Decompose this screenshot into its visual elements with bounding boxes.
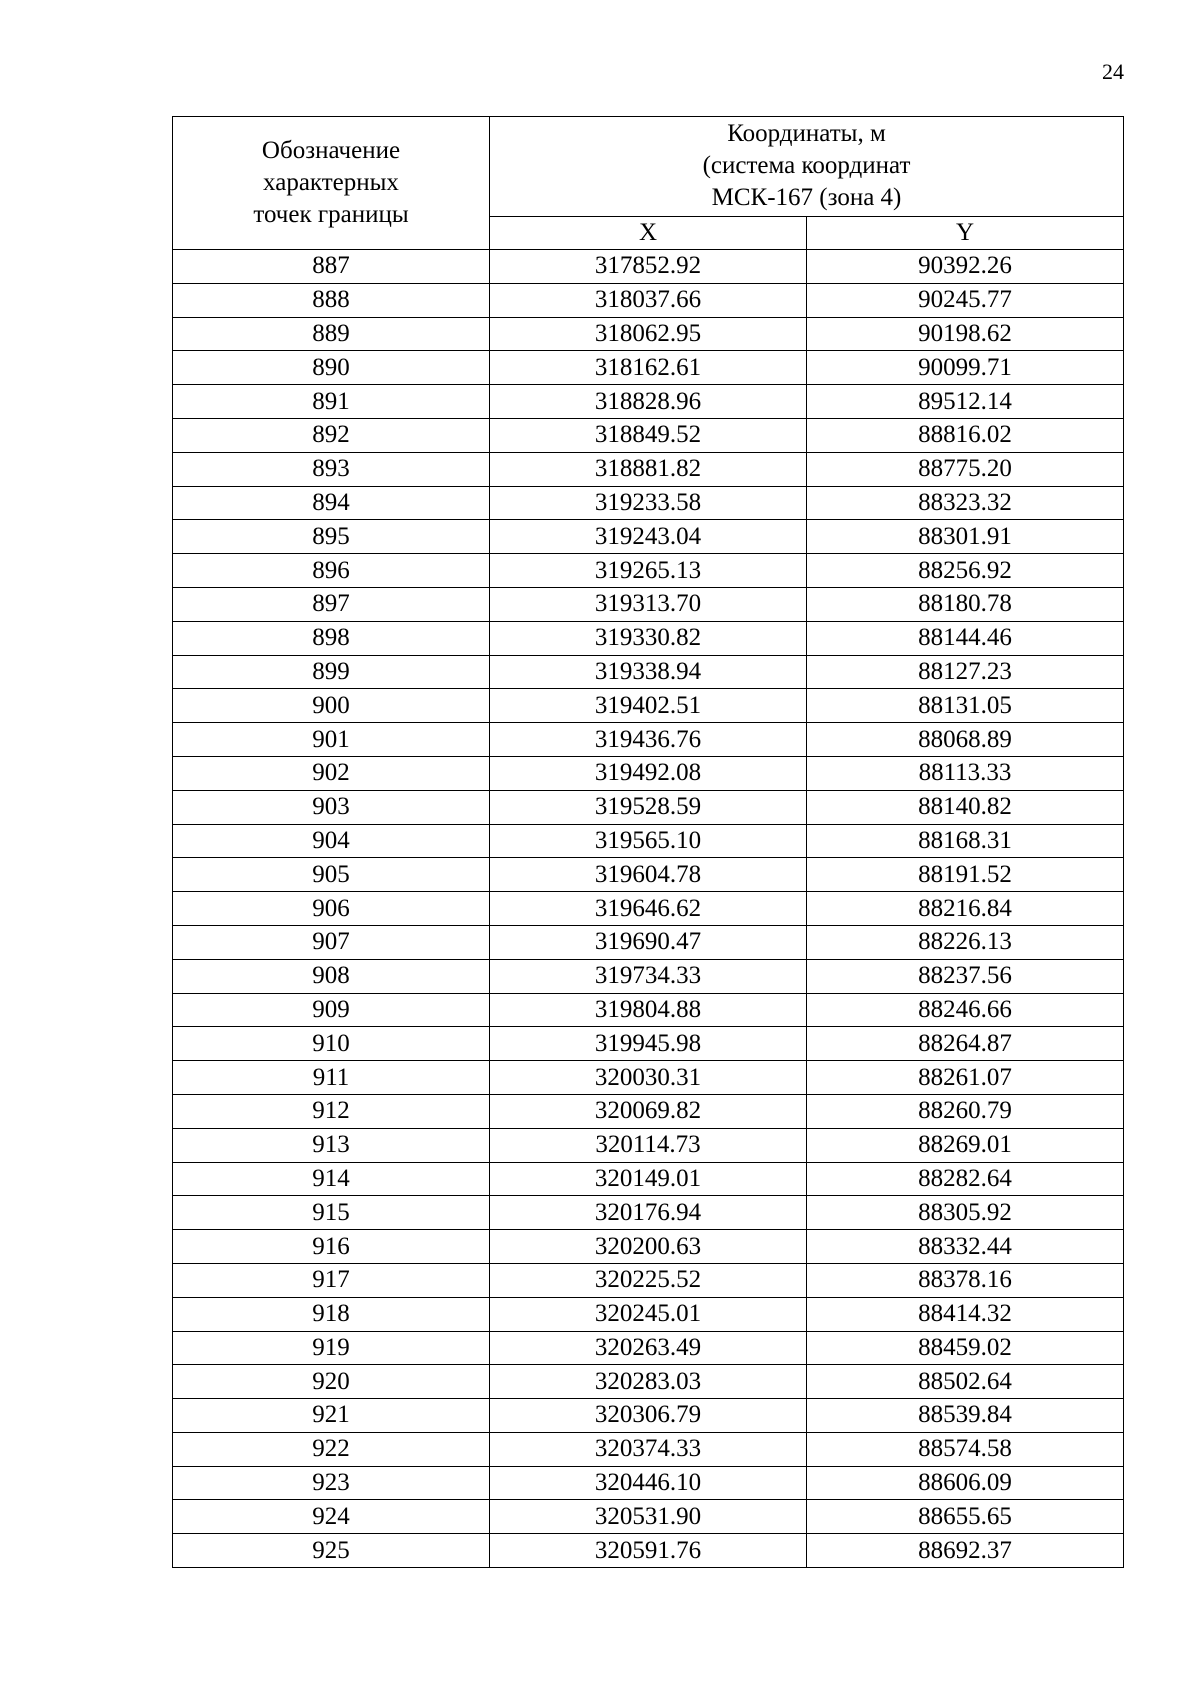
- table-row: [173, 655, 1124, 689]
- cell-x: 320030.31: [490, 1061, 807, 1095]
- cell-y: 88574.58: [807, 1432, 1124, 1466]
- cell-point: 916: [173, 1230, 490, 1264]
- table-row: [173, 1331, 1124, 1365]
- table-row: [173, 993, 1124, 1027]
- cell-point: 900: [173, 689, 490, 723]
- cell-x: 319233.58: [490, 486, 807, 520]
- cell-point: 911: [173, 1061, 490, 1095]
- table-row: [173, 1365, 1124, 1399]
- cell-point: 894: [173, 486, 490, 520]
- table-row: [173, 1162, 1124, 1196]
- cell-point: 889: [173, 317, 490, 351]
- table-row: [173, 689, 1124, 723]
- cell-y: 88180.78: [807, 587, 1124, 621]
- cell-y: 88269.01: [807, 1128, 1124, 1162]
- cell-point: 906: [173, 892, 490, 926]
- cell-point: 915: [173, 1196, 490, 1230]
- header-coordinates-line-3: МСК-167 (зона 4): [711, 184, 902, 212]
- cell-point: 918: [173, 1297, 490, 1331]
- cell-point: 920: [173, 1365, 490, 1399]
- table-row: [173, 1230, 1124, 1264]
- coordinates-table: [172, 116, 1124, 1568]
- table-row: [173, 1027, 1124, 1061]
- cell-point: 887: [173, 250, 490, 284]
- table-row: [173, 486, 1124, 520]
- cell-y: 88655.65: [807, 1500, 1124, 1534]
- cell-point: 914: [173, 1162, 490, 1196]
- header-designation-line-2: характерных: [263, 169, 399, 196]
- cell-point: 899: [173, 655, 490, 689]
- cell-y: 88261.07: [807, 1061, 1124, 1095]
- cell-y: 88140.82: [807, 790, 1124, 824]
- cell-point: 893: [173, 452, 490, 486]
- table-row: [173, 385, 1124, 419]
- cell-point: 919: [173, 1331, 490, 1365]
- cell-x: 319734.33: [490, 959, 807, 993]
- cell-point: 924: [173, 1500, 490, 1534]
- table-row: [173, 1061, 1124, 1095]
- table-header: [173, 117, 1124, 250]
- cell-y: 88168.31: [807, 824, 1124, 858]
- table-row: [173, 520, 1124, 554]
- table-row: [173, 1094, 1124, 1128]
- table-row: [173, 587, 1124, 621]
- cell-point: 903: [173, 790, 490, 824]
- cell-y: 88323.32: [807, 486, 1124, 520]
- table-row: [173, 418, 1124, 452]
- cell-y: 90392.26: [807, 250, 1124, 284]
- cell-x: 320263.49: [490, 1331, 807, 1365]
- table-row: [173, 351, 1124, 385]
- cell-y: 90099.71: [807, 351, 1124, 385]
- cell-y: 88282.64: [807, 1162, 1124, 1196]
- cell-x: 318037.66: [490, 283, 807, 317]
- cell-x: 318062.95: [490, 317, 807, 351]
- cell-x: 319436.76: [490, 723, 807, 757]
- cell-point: 908: [173, 959, 490, 993]
- cell-point: 922: [173, 1432, 490, 1466]
- cell-x: 320531.90: [490, 1500, 807, 1534]
- cell-x: 319945.98: [490, 1027, 807, 1061]
- cell-point: 912: [173, 1094, 490, 1128]
- table-row: [173, 283, 1124, 317]
- table-row: [173, 621, 1124, 655]
- cell-x: 319528.59: [490, 790, 807, 824]
- cell-x: 320225.52: [490, 1263, 807, 1297]
- cell-x: 318828.96: [490, 385, 807, 419]
- table-row: [173, 1297, 1124, 1331]
- cell-y: 88226.13: [807, 925, 1124, 959]
- table-row: [173, 1128, 1124, 1162]
- cell-x: 319243.04: [490, 520, 807, 554]
- cell-y: 90245.77: [807, 283, 1124, 317]
- header-coordinates-line-1: Координаты, м: [727, 120, 886, 148]
- cell-point: 925: [173, 1534, 490, 1568]
- cell-x: 319804.88: [490, 993, 807, 1027]
- cell-point: 895: [173, 520, 490, 554]
- table-row: [173, 790, 1124, 824]
- table-row: [173, 925, 1124, 959]
- cell-y: 88816.02: [807, 418, 1124, 452]
- cell-y: 88775.20: [807, 452, 1124, 486]
- table-row: [173, 892, 1124, 926]
- cell-x: 318162.61: [490, 351, 807, 385]
- cell-x: 320200.63: [490, 1230, 807, 1264]
- cell-point: 897: [173, 587, 490, 621]
- cell-y: 88260.79: [807, 1094, 1124, 1128]
- cell-y: 88301.91: [807, 520, 1124, 554]
- cell-x: 320374.33: [490, 1432, 807, 1466]
- cell-x: 320306.79: [490, 1399, 807, 1433]
- cell-x: 319492.08: [490, 756, 807, 790]
- cell-x: 319604.78: [490, 858, 807, 892]
- cell-x: 319330.82: [490, 621, 807, 655]
- cell-x: 320114.73: [490, 1128, 807, 1162]
- cell-y: 88216.84: [807, 892, 1124, 926]
- cell-point: 898: [173, 621, 490, 655]
- cell-x: 320283.03: [490, 1365, 807, 1399]
- cell-y: 89512.14: [807, 385, 1124, 419]
- cell-y: 88127.23: [807, 655, 1124, 689]
- cell-point: 923: [173, 1466, 490, 1500]
- cell-y: 88113.33: [807, 756, 1124, 790]
- cell-y: 88131.05: [807, 689, 1124, 723]
- cell-point: 891: [173, 385, 490, 419]
- cell-point: 909: [173, 993, 490, 1027]
- cell-x: 319402.51: [490, 689, 807, 723]
- cell-y: 88692.37: [807, 1534, 1124, 1568]
- cell-y: 88539.84: [807, 1399, 1124, 1433]
- cell-y: 88256.92: [807, 554, 1124, 588]
- cell-point: 890: [173, 351, 490, 385]
- table-row: [173, 756, 1124, 790]
- cell-point: 907: [173, 925, 490, 959]
- table-row: [173, 1399, 1124, 1433]
- cell-x: 320176.94: [490, 1196, 807, 1230]
- table-row: [173, 1466, 1124, 1500]
- cell-y: 88606.09: [807, 1466, 1124, 1500]
- cell-point: 896: [173, 554, 490, 588]
- cell-x: 318849.52: [490, 418, 807, 452]
- cell-x: 320591.76: [490, 1534, 807, 1568]
- table-row: [173, 1196, 1124, 1230]
- cell-x: 317852.92: [490, 250, 807, 284]
- page-number: 24: [1102, 59, 1124, 84]
- table-row: [173, 1534, 1124, 1568]
- cell-x: 319646.62: [490, 892, 807, 926]
- cell-point: 892: [173, 418, 490, 452]
- cell-point: 905: [173, 858, 490, 892]
- cell-y: 88191.52: [807, 858, 1124, 892]
- cell-y: 88414.32: [807, 1297, 1124, 1331]
- cell-x: 319313.70: [490, 587, 807, 621]
- cell-x: 319338.94: [490, 655, 807, 689]
- table-row: [173, 824, 1124, 858]
- table-row: [173, 1432, 1124, 1466]
- table-row: [173, 723, 1124, 757]
- header-row-top: [173, 117, 1124, 217]
- header-designation-line-3: точек границы: [253, 201, 409, 228]
- cell-point: 921: [173, 1399, 490, 1433]
- cell-y: 88305.92: [807, 1196, 1124, 1230]
- header-x: X: [490, 216, 807, 249]
- header-coordinates-line-2: (система координат: [702, 152, 911, 180]
- table-row: [173, 250, 1124, 284]
- cell-y: 88068.89: [807, 723, 1124, 757]
- table-row: [173, 452, 1124, 486]
- table-row: [173, 317, 1124, 351]
- cell-x: 320245.01: [490, 1297, 807, 1331]
- cell-y: 88246.66: [807, 993, 1124, 1027]
- cell-point: 913: [173, 1128, 490, 1162]
- cell-point: 902: [173, 756, 490, 790]
- cell-y: 88264.87: [807, 1027, 1124, 1061]
- table-row: [173, 1500, 1124, 1534]
- cell-x: 318881.82: [490, 452, 807, 486]
- cell-y: 90198.62: [807, 317, 1124, 351]
- cell-point: 901: [173, 723, 490, 757]
- header-coordinates: [490, 117, 1124, 217]
- table-row: [173, 858, 1124, 892]
- cell-y: 88502.64: [807, 1365, 1124, 1399]
- cell-point: 904: [173, 824, 490, 858]
- table-row: [173, 554, 1124, 588]
- cell-y: 88144.46: [807, 621, 1124, 655]
- cell-point: 888: [173, 283, 490, 317]
- cell-y: 88237.56: [807, 959, 1124, 993]
- cell-x: 320446.10: [490, 1466, 807, 1500]
- header-designation-line-1: Обозначение: [261, 137, 401, 164]
- cell-x: 320149.01: [490, 1162, 807, 1196]
- table-body: [173, 250, 1124, 1568]
- cell-y: 88332.44: [807, 1230, 1124, 1264]
- cell-y: 88378.16: [807, 1263, 1124, 1297]
- header-point-designation: [173, 117, 490, 250]
- table-row: [173, 1263, 1124, 1297]
- cell-x: 320069.82: [490, 1094, 807, 1128]
- header-y: Y: [807, 216, 1124, 249]
- cell-point: 910: [173, 1027, 490, 1061]
- cell-x: 319690.47: [490, 925, 807, 959]
- cell-y: 88459.02: [807, 1331, 1124, 1365]
- table-row: [173, 959, 1124, 993]
- cell-x: 319265.13: [490, 554, 807, 588]
- cell-point: 917: [173, 1263, 490, 1297]
- cell-x: 319565.10: [490, 824, 807, 858]
